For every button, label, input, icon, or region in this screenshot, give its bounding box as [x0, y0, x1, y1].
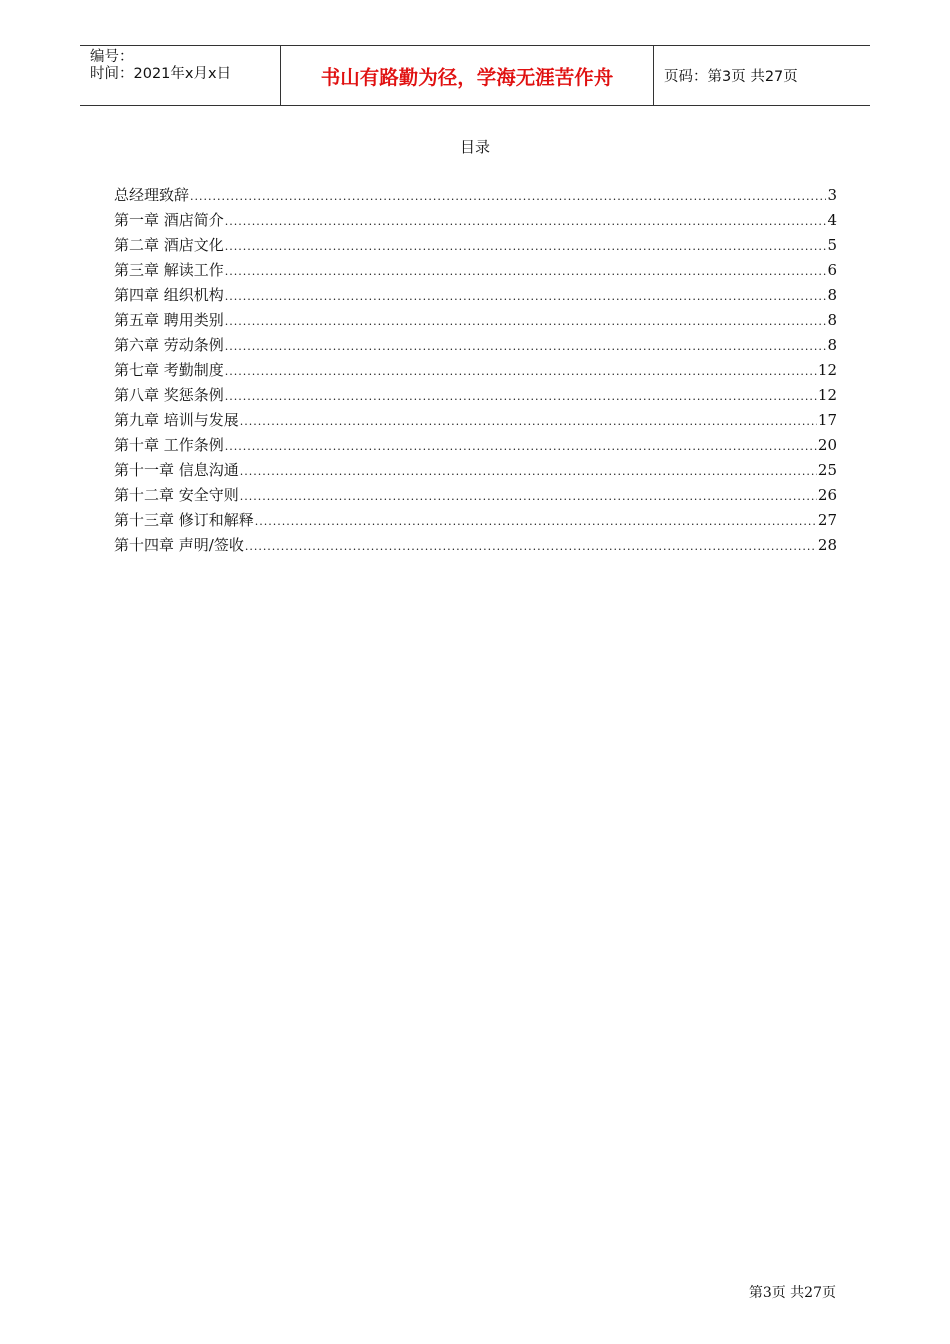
toc-leader-dots — [245, 540, 817, 553]
toc-entry-label: 第四章 组织机构 — [114, 286, 224, 304]
toc-entry-label: 第七章 考勤制度 — [114, 361, 224, 379]
page-header — [80, 45, 870, 106]
toc-entry[interactable] — [114, 284, 837, 309]
toc-entry-page-number: 6 — [827, 261, 837, 279]
header-meta — [80, 46, 281, 105]
toc-entry-page-number: 20 — [817, 436, 837, 454]
toc-leader-dots — [225, 440, 817, 453]
toc-entry[interactable] — [114, 384, 837, 409]
toc-entry-label: 第三章 解读工作 — [114, 261, 224, 279]
toc-entry[interactable] — [114, 209, 837, 234]
toc-leader-dots — [225, 365, 817, 378]
toc-leader-dots — [225, 290, 827, 303]
toc-entry-label: 第十章 工作条例 — [114, 436, 224, 454]
toc-entry-label: 第二章 酒店文化 — [114, 236, 224, 254]
toc-leader-dots — [225, 340, 827, 353]
toc-leader-dots — [240, 415, 817, 428]
toc-entry-page-number: 28 — [817, 536, 837, 554]
toc-leader-dots — [190, 190, 826, 203]
toc-entry[interactable] — [114, 309, 837, 334]
toc-title: 目录 — [459, 138, 490, 156]
toc-leader-dots — [225, 215, 827, 228]
toc-leader-dots — [225, 315, 827, 328]
toc-entry-label: 第十二章 安全守则 — [114, 486, 239, 504]
toc-leader-dots — [225, 390, 817, 403]
toc-entry[interactable] — [114, 509, 837, 534]
toc-leader-dots — [225, 265, 827, 278]
toc-entry-label: 总经理致辞 — [114, 186, 190, 204]
toc-entry-page-number: 8 — [827, 311, 837, 329]
document-date: 时间：2021年x月x日 — [90, 66, 232, 82]
toc-entry-label: 第八章 奖惩条例 — [114, 386, 224, 404]
toc-entry[interactable] — [114, 259, 837, 284]
toc-entry[interactable] — [114, 359, 837, 384]
document-number-label: 编号： — [90, 49, 134, 65]
toc-entry[interactable] — [114, 334, 837, 359]
toc-leader-dots — [240, 490, 817, 503]
toc-entry-page-number: 25 — [817, 461, 837, 479]
toc-entry-label: 第一章 酒店简介 — [114, 211, 224, 229]
toc-entry-label: 第六章 劳动条例 — [114, 336, 224, 354]
toc-entry[interactable] — [114, 484, 837, 509]
toc-entry-page-number: 8 — [827, 286, 837, 304]
toc-entry-page-number: 12 — [817, 386, 837, 404]
page-footer: 第3页 共27页 — [748, 1285, 836, 1301]
toc-leader-dots — [255, 515, 817, 528]
toc-entry-label: 第九章 培训与发展 — [114, 411, 239, 429]
toc-entry[interactable] — [114, 534, 837, 559]
toc-entry-page-number: 17 — [817, 411, 837, 429]
toc-entry-page-number: 4 — [827, 211, 837, 229]
header-page-info: 页码：第3页 共27页 — [664, 69, 798, 85]
toc-leader-dots — [240, 465, 817, 478]
toc-entry-page-number: 12 — [817, 361, 837, 379]
toc-entry-page-number: 26 — [817, 486, 837, 504]
header-motto: 书山有路勤为径，学海无涯苦作舟 — [281, 46, 654, 105]
toc-entry-page-number: 3 — [827, 186, 837, 204]
toc-entry-page-number: 5 — [827, 236, 837, 254]
toc-entry-label: 第五章 聘用类别 — [114, 311, 224, 329]
toc-entry-label: 第十三章 修订和解释 — [114, 511, 254, 529]
toc-leader-dots — [225, 240, 827, 253]
toc-entry-page-number: 8 — [827, 336, 837, 354]
toc-entry-page-number: 27 — [817, 511, 837, 529]
toc-entry-label: 第十一章 信息沟通 — [114, 461, 239, 479]
toc-entry[interactable] — [114, 184, 837, 209]
toc-entry-label: 第十四章 声明/签收 — [114, 536, 244, 554]
toc-entry[interactable] — [114, 409, 837, 434]
toc-entry[interactable] — [114, 459, 837, 484]
toc-entry[interactable] — [114, 234, 837, 259]
table-of-contents — [114, 184, 837, 559]
toc-entry[interactable] — [114, 434, 837, 459]
